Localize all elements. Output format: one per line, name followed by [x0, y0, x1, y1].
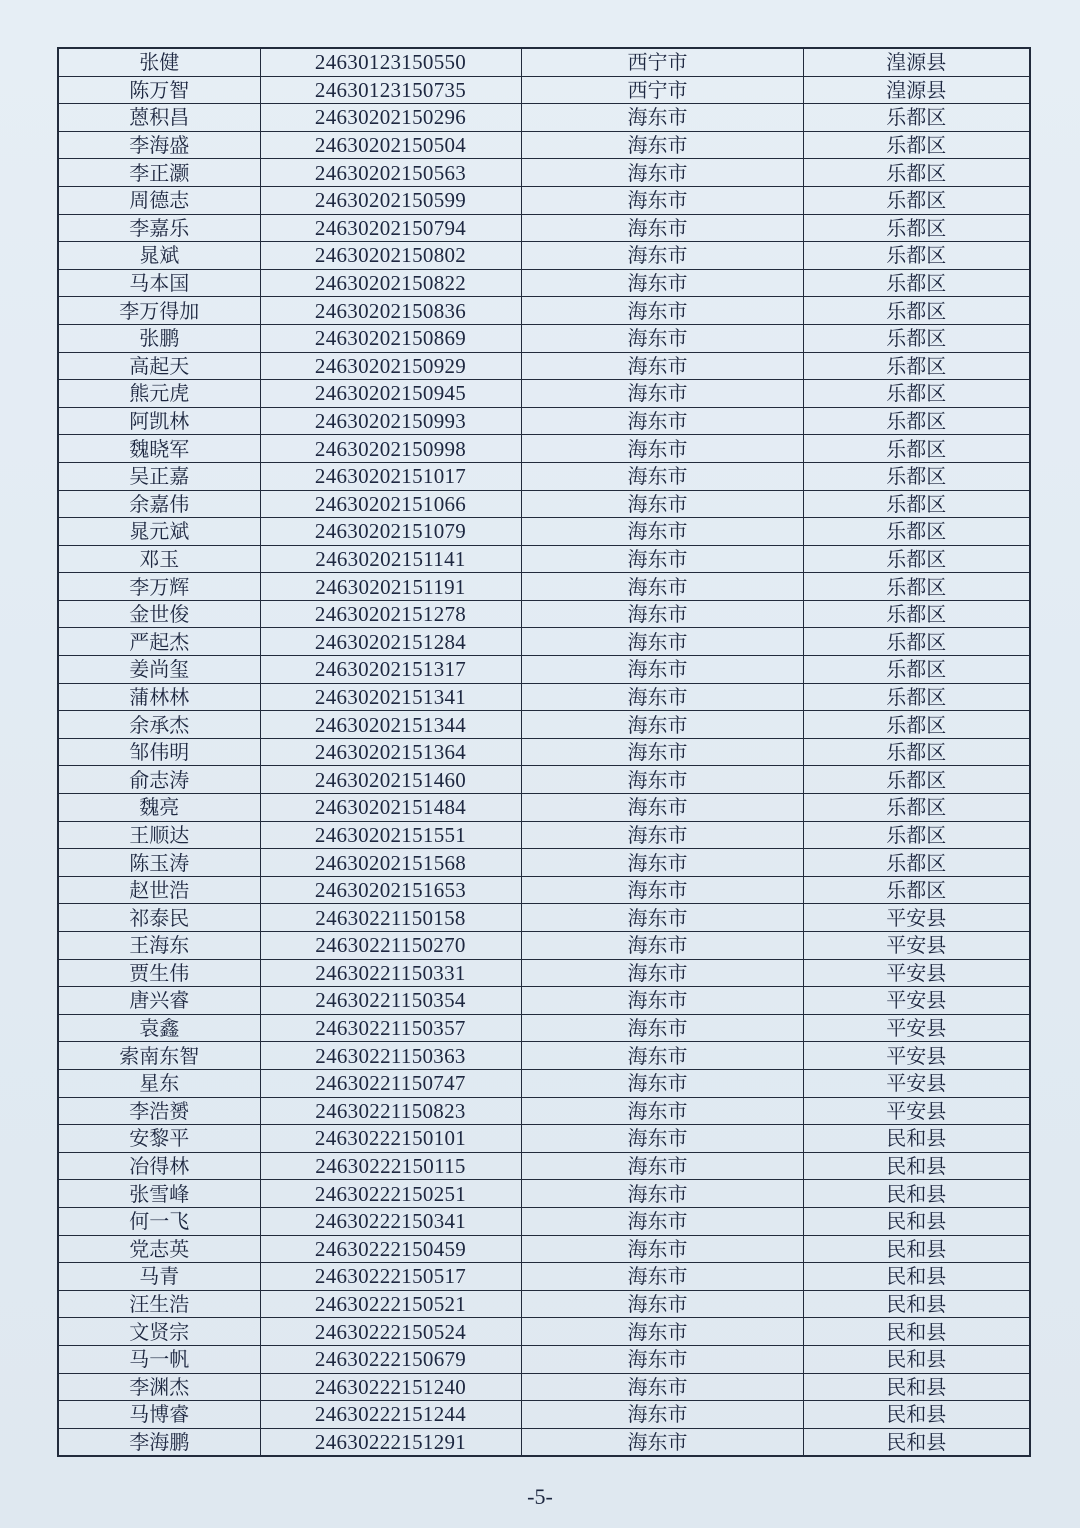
id-number-cell: 24630202151066 — [260, 490, 521, 518]
table-row — [58, 1207, 1030, 1235]
table-row — [58, 1401, 1030, 1429]
name-cell: 魏亮 — [58, 794, 260, 822]
id-number-cell: 24630222150115 — [260, 1152, 521, 1180]
county-cell: 乐都区 — [803, 656, 1030, 684]
county-cell: 乐都区 — [803, 518, 1030, 546]
id-number-cell: 24630202151141 — [260, 545, 521, 573]
id-number-cell: 24630202150296 — [260, 104, 521, 132]
id-number-cell: 24630202150836 — [260, 297, 521, 325]
id-number-cell: 24630221150270 — [260, 932, 521, 960]
name-cell: 王顺达 — [58, 821, 260, 849]
county-cell: 平安县 — [803, 1014, 1030, 1042]
name-cell: 蒲林林 — [58, 683, 260, 711]
city-cell: 海东市 — [521, 186, 803, 214]
name-cell: 何一飞 — [58, 1207, 260, 1235]
name-cell: 蒽积昌 — [58, 104, 260, 132]
id-number-cell: 24630222150517 — [260, 1263, 521, 1291]
id-number-cell: 24630221150823 — [260, 1097, 521, 1125]
table-row — [58, 683, 1030, 711]
county-cell: 乐都区 — [803, 435, 1030, 463]
city-cell: 海东市 — [521, 821, 803, 849]
table-row — [58, 545, 1030, 573]
name-cell: 马一帆 — [58, 1345, 260, 1373]
id-number-cell: 24630202151079 — [260, 518, 521, 546]
city-cell: 西宁市 — [521, 76, 803, 104]
county-cell: 平安县 — [803, 959, 1030, 987]
city-cell: 海东市 — [521, 269, 803, 297]
city-cell: 海东市 — [521, 683, 803, 711]
table-row — [58, 628, 1030, 656]
name-cell: 赵世浩 — [58, 876, 260, 904]
county-cell: 湟源县 — [803, 48, 1030, 76]
id-number-cell: 24630202150802 — [260, 242, 521, 270]
name-cell: 张雪峰 — [58, 1180, 260, 1208]
county-cell: 乐都区 — [803, 352, 1030, 380]
city-cell: 海东市 — [521, 987, 803, 1015]
name-cell: 张健 — [58, 48, 260, 76]
name-cell: 袁鑫 — [58, 1014, 260, 1042]
table-row — [58, 104, 1030, 132]
table-row — [58, 297, 1030, 325]
table-row — [58, 186, 1030, 214]
id-number-cell: 24630221150747 — [260, 1069, 521, 1097]
county-cell: 平安县 — [803, 1069, 1030, 1097]
id-number-cell: 24630222150101 — [260, 1125, 521, 1153]
table-row — [58, 876, 1030, 904]
county-cell: 民和县 — [803, 1373, 1030, 1401]
city-cell: 海东市 — [521, 1180, 803, 1208]
name-cell: 星东 — [58, 1069, 260, 1097]
id-number-cell: 24630202150504 — [260, 131, 521, 159]
city-cell: 海东市 — [521, 711, 803, 739]
county-cell: 乐都区 — [803, 821, 1030, 849]
table-row — [58, 407, 1030, 435]
city-cell: 海东市 — [521, 1125, 803, 1153]
table-row — [58, 1290, 1030, 1318]
name-cell: 严起杰 — [58, 628, 260, 656]
id-number-cell: 24630221150354 — [260, 987, 521, 1015]
table-row — [58, 1069, 1030, 1097]
name-cell: 李海盛 — [58, 131, 260, 159]
table-row — [58, 821, 1030, 849]
id-number-cell: 24630222150341 — [260, 1207, 521, 1235]
name-cell: 文贤宗 — [58, 1318, 260, 1346]
county-cell: 民和县 — [803, 1125, 1030, 1153]
table-row — [58, 1014, 1030, 1042]
name-cell: 张鹏 — [58, 324, 260, 352]
city-cell: 海东市 — [521, 573, 803, 601]
city-cell: 海东市 — [521, 407, 803, 435]
county-cell: 民和县 — [803, 1235, 1030, 1263]
table-row — [58, 76, 1030, 104]
city-cell: 海东市 — [521, 1207, 803, 1235]
name-cell: 姜尚玺 — [58, 656, 260, 684]
city-cell: 海东市 — [521, 738, 803, 766]
table-row — [58, 794, 1030, 822]
city-cell: 海东市 — [521, 435, 803, 463]
name-cell: 索南东智 — [58, 1042, 260, 1070]
table-row — [58, 738, 1030, 766]
id-number-cell: 24630221150363 — [260, 1042, 521, 1070]
table-row — [58, 1263, 1030, 1291]
name-cell: 贾生伟 — [58, 959, 260, 987]
county-cell: 乐都区 — [803, 297, 1030, 325]
county-cell: 平安县 — [803, 987, 1030, 1015]
table-row — [58, 435, 1030, 463]
county-cell: 平安县 — [803, 1042, 1030, 1070]
id-number-cell: 24630202151284 — [260, 628, 521, 656]
table-row — [58, 1097, 1030, 1125]
id-number-cell: 24630222150679 — [260, 1345, 521, 1373]
id-number-cell: 24630221150357 — [260, 1014, 521, 1042]
table-row — [58, 1125, 1030, 1153]
id-number-cell: 24630202151551 — [260, 821, 521, 849]
county-cell: 乐都区 — [803, 738, 1030, 766]
city-cell: 海东市 — [521, 876, 803, 904]
id-number-cell: 24630202150993 — [260, 407, 521, 435]
table-row — [58, 987, 1030, 1015]
name-cell: 李嘉乐 — [58, 214, 260, 242]
county-cell: 乐都区 — [803, 683, 1030, 711]
page-number: -5- — [527, 1484, 553, 1509]
name-cell: 吴正嘉 — [58, 462, 260, 490]
id-number-cell: 24630222150524 — [260, 1318, 521, 1346]
id-number-cell: 24630202150945 — [260, 380, 521, 408]
name-cell: 周德志 — [58, 186, 260, 214]
county-cell: 乐都区 — [803, 545, 1030, 573]
city-cell: 海东市 — [521, 1069, 803, 1097]
id-number-cell: 24630221150331 — [260, 959, 521, 987]
table-row — [58, 380, 1030, 408]
city-cell: 海东市 — [521, 656, 803, 684]
city-cell: 海东市 — [521, 766, 803, 794]
roster-table — [57, 47, 1031, 1457]
id-number-cell: 24630222151244 — [260, 1401, 521, 1429]
id-number-cell: 24630222150521 — [260, 1290, 521, 1318]
name-cell: 安黎平 — [58, 1125, 260, 1153]
county-cell: 民和县 — [803, 1318, 1030, 1346]
city-cell: 海东市 — [521, 1042, 803, 1070]
name-cell: 邹伟明 — [58, 738, 260, 766]
county-cell: 乐都区 — [803, 186, 1030, 214]
name-cell: 余承杰 — [58, 711, 260, 739]
county-cell: 乐都区 — [803, 159, 1030, 187]
county-cell: 乐都区 — [803, 849, 1030, 877]
city-cell: 海东市 — [521, 380, 803, 408]
county-cell: 乐都区 — [803, 876, 1030, 904]
city-cell: 海东市 — [521, 1428, 803, 1456]
table-row — [58, 214, 1030, 242]
county-cell: 乐都区 — [803, 380, 1030, 408]
table-row — [58, 766, 1030, 794]
city-cell: 海东市 — [521, 1014, 803, 1042]
name-cell: 党志英 — [58, 1235, 260, 1263]
id-number-cell: 24630123150735 — [260, 76, 521, 104]
city-cell: 海东市 — [521, 849, 803, 877]
name-cell: 魏晓军 — [58, 435, 260, 463]
id-number-cell: 24630202151017 — [260, 462, 521, 490]
name-cell: 余嘉伟 — [58, 490, 260, 518]
name-cell: 熊元虎 — [58, 380, 260, 408]
name-cell: 冶得林 — [58, 1152, 260, 1180]
table-row — [58, 242, 1030, 270]
id-number-cell: 24630202150998 — [260, 435, 521, 463]
id-number-cell: 24630202150599 — [260, 186, 521, 214]
city-cell: 海东市 — [521, 1263, 803, 1291]
county-cell: 乐都区 — [803, 573, 1030, 601]
id-number-cell: 24630202151364 — [260, 738, 521, 766]
table-row — [58, 600, 1030, 628]
table-row — [58, 462, 1030, 490]
county-cell: 民和县 — [803, 1152, 1030, 1180]
county-cell: 乐都区 — [803, 794, 1030, 822]
name-cell: 李浩赟 — [58, 1097, 260, 1125]
table-row — [58, 269, 1030, 297]
county-cell: 乐都区 — [803, 490, 1030, 518]
county-cell: 民和县 — [803, 1401, 1030, 1429]
id-number-cell: 24630222151291 — [260, 1428, 521, 1456]
county-cell: 民和县 — [803, 1207, 1030, 1235]
name-cell: 汪生浩 — [58, 1290, 260, 1318]
id-number-cell: 24630202150563 — [260, 159, 521, 187]
name-cell: 俞志涛 — [58, 766, 260, 794]
city-cell: 海东市 — [521, 1318, 803, 1346]
city-cell: 海东市 — [521, 462, 803, 490]
city-cell: 海东市 — [521, 159, 803, 187]
city-cell: 海东市 — [521, 490, 803, 518]
city-cell: 海东市 — [521, 545, 803, 573]
city-cell: 海东市 — [521, 1373, 803, 1401]
city-cell: 海东市 — [521, 600, 803, 628]
name-cell: 陈万智 — [58, 76, 260, 104]
id-number-cell: 24630222151240 — [260, 1373, 521, 1401]
name-cell: 晁元斌 — [58, 518, 260, 546]
name-cell: 陈玉涛 — [58, 849, 260, 877]
table-row — [58, 1152, 1030, 1180]
id-number-cell: 24630202150869 — [260, 324, 521, 352]
city-cell: 海东市 — [521, 242, 803, 270]
county-cell: 乐都区 — [803, 131, 1030, 159]
name-cell: 李万得加 — [58, 297, 260, 325]
name-cell: 马本国 — [58, 269, 260, 297]
name-cell: 王海东 — [58, 932, 260, 960]
county-cell: 平安县 — [803, 904, 1030, 932]
id-number-cell: 24630202151460 — [260, 766, 521, 794]
table-row — [58, 1373, 1030, 1401]
city-cell: 海东市 — [521, 297, 803, 325]
table-row — [58, 324, 1030, 352]
table-row — [58, 849, 1030, 877]
county-cell: 民和县 — [803, 1180, 1030, 1208]
id-number-cell: 24630123150550 — [260, 48, 521, 76]
county-cell: 乐都区 — [803, 269, 1030, 297]
name-cell: 唐兴睿 — [58, 987, 260, 1015]
city-cell: 海东市 — [521, 104, 803, 132]
county-cell: 湟源县 — [803, 76, 1030, 104]
name-cell: 阿凯林 — [58, 407, 260, 435]
table-row — [58, 1042, 1030, 1070]
name-cell: 李万辉 — [58, 573, 260, 601]
table-row — [58, 1180, 1030, 1208]
city-cell: 海东市 — [521, 1097, 803, 1125]
name-cell: 李渊杰 — [58, 1373, 260, 1401]
table-row — [58, 1235, 1030, 1263]
table-row — [58, 131, 1030, 159]
city-cell: 西宁市 — [521, 48, 803, 76]
table-row — [58, 932, 1030, 960]
name-cell: 金世俊 — [58, 600, 260, 628]
city-cell: 海东市 — [521, 518, 803, 546]
id-number-cell: 24630202151484 — [260, 794, 521, 822]
id-number-cell: 24630202150794 — [260, 214, 521, 242]
county-cell: 民和县 — [803, 1345, 1030, 1373]
county-cell: 乐都区 — [803, 766, 1030, 794]
county-cell: 平安县 — [803, 1097, 1030, 1125]
county-cell: 乐都区 — [803, 711, 1030, 739]
city-cell: 海东市 — [521, 352, 803, 380]
name-cell: 李正灏 — [58, 159, 260, 187]
county-cell: 乐都区 — [803, 214, 1030, 242]
county-cell: 民和县 — [803, 1290, 1030, 1318]
id-number-cell: 24630202151344 — [260, 711, 521, 739]
table-row — [58, 1318, 1030, 1346]
table-row — [58, 1428, 1030, 1456]
county-cell: 乐都区 — [803, 462, 1030, 490]
id-number-cell: 24630202150822 — [260, 269, 521, 297]
name-cell: 祁泰民 — [58, 904, 260, 932]
roster-table-body — [58, 48, 1030, 1456]
table-row — [58, 711, 1030, 739]
table-row — [58, 159, 1030, 187]
id-number-cell: 24630222150459 — [260, 1235, 521, 1263]
id-number-cell: 24630202150929 — [260, 352, 521, 380]
id-number-cell: 24630222150251 — [260, 1180, 521, 1208]
county-cell: 乐都区 — [803, 600, 1030, 628]
county-cell: 乐都区 — [803, 104, 1030, 132]
table-row — [58, 656, 1030, 684]
id-number-cell: 24630202151191 — [260, 573, 521, 601]
table-row — [58, 1345, 1030, 1373]
county-cell: 乐都区 — [803, 242, 1030, 270]
city-cell: 海东市 — [521, 628, 803, 656]
table-row — [58, 518, 1030, 546]
city-cell: 海东市 — [521, 131, 803, 159]
table-row — [58, 490, 1030, 518]
city-cell: 海东市 — [521, 1290, 803, 1318]
city-cell: 海东市 — [521, 904, 803, 932]
id-number-cell: 24630202151341 — [260, 683, 521, 711]
id-number-cell: 24630202151317 — [260, 656, 521, 684]
name-cell: 邓玉 — [58, 545, 260, 573]
id-number-cell: 24630202151653 — [260, 876, 521, 904]
table-row — [58, 352, 1030, 380]
name-cell: 晁斌 — [58, 242, 260, 270]
city-cell: 海东市 — [521, 959, 803, 987]
city-cell: 海东市 — [521, 1401, 803, 1429]
id-number-cell: 24630221150158 — [260, 904, 521, 932]
id-number-cell: 24630202151278 — [260, 600, 521, 628]
id-number-cell: 24630202151568 — [260, 849, 521, 877]
city-cell: 海东市 — [521, 1345, 803, 1373]
name-cell: 马博睿 — [58, 1401, 260, 1429]
name-cell: 李海鹏 — [58, 1428, 260, 1456]
table-row — [58, 959, 1030, 987]
name-cell: 马青 — [58, 1263, 260, 1291]
table-row — [58, 573, 1030, 601]
city-cell: 海东市 — [521, 324, 803, 352]
county-cell: 乐都区 — [803, 407, 1030, 435]
county-cell: 乐都区 — [803, 324, 1030, 352]
city-cell: 海东市 — [521, 794, 803, 822]
name-cell: 高起天 — [58, 352, 260, 380]
county-cell: 平安县 — [803, 932, 1030, 960]
county-cell: 民和县 — [803, 1263, 1030, 1291]
city-cell: 海东市 — [521, 932, 803, 960]
city-cell: 海东市 — [521, 1235, 803, 1263]
city-cell: 海东市 — [521, 1152, 803, 1180]
city-cell: 海东市 — [521, 214, 803, 242]
table-row — [58, 48, 1030, 76]
county-cell: 乐都区 — [803, 628, 1030, 656]
county-cell: 民和县 — [803, 1428, 1030, 1456]
table-row — [58, 904, 1030, 932]
